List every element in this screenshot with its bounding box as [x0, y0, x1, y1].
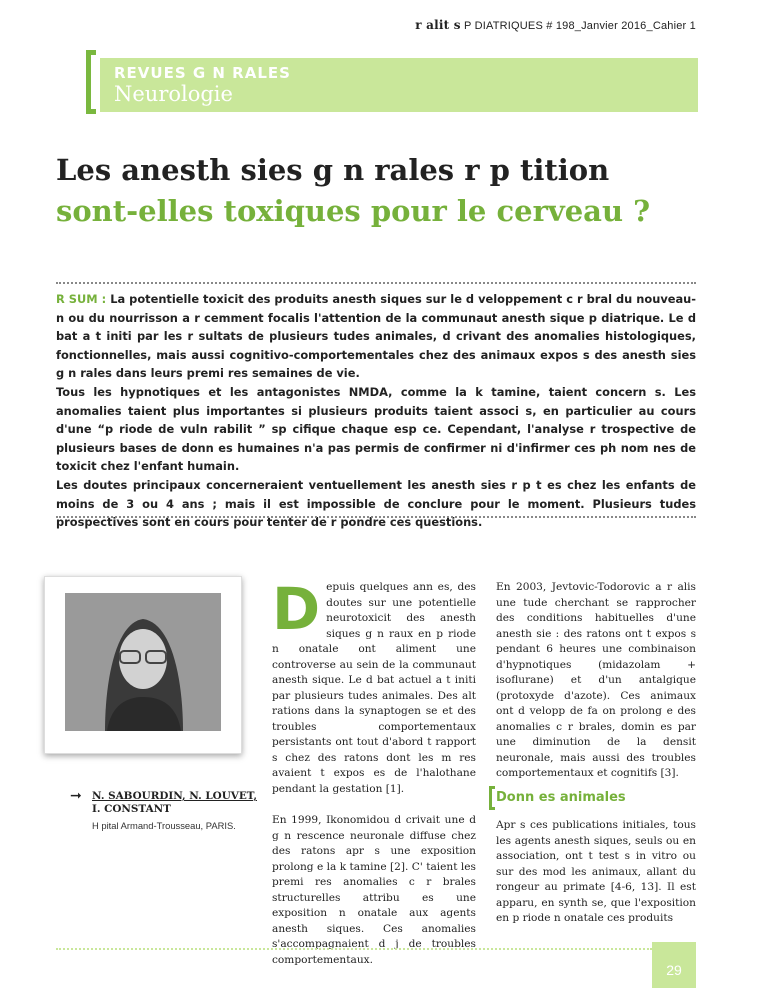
- title-line-2: sont-elles toxiques pour le cerveau ?: [56, 194, 651, 228]
- body-paragraph-2: En 1999, Ikonomidou d crivait une d g n rescence neuronale diffuse chez des ratons apr s une exposition prolong e la k tamine [2]. C' taient les premi res anomalies c r brales structurelles attribu es une exposition n onatale aux agents anesth siques. Ces anomalies s'accompagnaient d j de troubles comportementaux.: [272, 814, 476, 966]
- authors-line-2: I. CONSTANT: [92, 803, 171, 815]
- body-paragraph-4: Apr s ces publications initiales, tous les agents anesth siques, seuls ou en association, ont t test s in vitro ou sur des mod les animaux, allant du rongeur au primate [4-6, 13]. Il est apparu, en synth se, que l'exposition en p riode n onatale ces produits: [496, 819, 696, 924]
- abstract-paragraph-1: [56, 290, 696, 383]
- footer-divider: [56, 948, 652, 950]
- journal-name: r alit s: [415, 18, 461, 32]
- abstract-bottom-divider: [56, 516, 696, 518]
- author-photo: [65, 593, 221, 731]
- author-affiliation: H pital Armand-Trousseau, PARIS.: [92, 820, 236, 831]
- issue-info: P DIATRIQUES # 198_Janvier 2016_Cahier 1: [464, 20, 696, 32]
- section-bracket: [86, 50, 96, 114]
- page-number: 29: [652, 942, 696, 988]
- abstract-label: R SUM :: [56, 292, 107, 306]
- heading-bracket: [489, 786, 495, 810]
- body-column-2: [496, 580, 696, 782]
- abstract-paragraph-2: Tous les hypnotiques et les antagonistes NMDA, comme la k tamine, taient concern s. Les anomalies taient plus importantes si plusieurs produits taient associ s, en particulier au cours d'une “p riode de vuln rabilit ” sp cifique chaque esp ce. Cependant, l'analyse r trospective de plusieurs bases de donn es humaines n'a pas permis de confirmer ni d'infirmer ces ph nom nes de toxicit chez l'enfant humain.: [56, 384, 696, 474]
- body-column-2-continued: [496, 818, 696, 927]
- abstract: [56, 290, 696, 532]
- body-column-1: [272, 575, 476, 968]
- authors-line-1: N. SABOURDIN, N. LOUVET,: [92, 790, 257, 802]
- section-subcategory: Neurologie: [114, 82, 233, 106]
- abstract-text-1: La potentielle toxicit des produits anesth siques sur le d veloppement c r bral du nouveau-n ou du nourrisson a r cemment focalis l'attention de la communaut anesth sique p diatrique. Le d bat a t initi par les r sultats de plusieurs tudes animales, d crivant des anomalies histologiques, fonctionnelles, mais aussi cognitivo-comportementales chez des animaux expos s des anesth sies g n rales dans leurs premi res semaines de vie.: [56, 292, 697, 381]
- portrait-illustration: [65, 593, 221, 731]
- intro-text: epuis quelques ann es, des doutes sur une potentielle neurotoxicit des anesth siques g n raux en p riode n onatale ont aliment une controverse au sein de la communaut anesth sique. Le d bat actuel a t initi par plusieurs tudes animales. Des alt rations dans la synaptogen se et des troubles comportementaux persistants ont tout d'abord t rapport s chez des ratons dont les m res avaient t expos es de l'halothane pendant la gestation [1].: [272, 581, 476, 795]
- authors: [92, 790, 262, 816]
- author-photo-frame: [44, 576, 242, 754]
- running-head: [415, 18, 696, 32]
- section-category: REVUES G N RALES: [114, 64, 291, 82]
- section-band: [100, 58, 698, 112]
- section-heading: Donn es animales: [496, 790, 626, 805]
- intro-paragraph: [272, 575, 476, 797]
- title-line-1: Les anesth sies g n rales r p tition: [56, 153, 610, 187]
- arrow-icon: ➞: [70, 788, 82, 804]
- drop-cap: D: [272, 575, 321, 643]
- body-paragraph-3: En 2003, Jevtovic-Todorovic a r alis une tude cherchant se rapprocher des conditions habituelles d'une anesth sie : des ratons ont t expos s pendant 6 heures une combinaison d'hypnotiques (midazolam + isoflurane) et d'un antalgique (protoxyde d'azote). Ces animaux ont d velopp de fa on prolong e des anomalies c r brales, domin es par une diminution de la densit neuronale, mais aussi des troubles comportementaux et cognitifs [3].: [496, 581, 696, 779]
- abstract-paragraph-3: Les doutes principaux concerneraient ventuellement les anesth sies r p t es chez les enfants de moins de 3 ou 4 ans ; mais il est impossible de conclure pour le moment. Plusieurs tudes prospectives sont en cours pour tenter de r pondre ces questions.: [56, 477, 696, 530]
- abstract-top-divider: [56, 282, 696, 284]
- article-title: [56, 150, 716, 232]
